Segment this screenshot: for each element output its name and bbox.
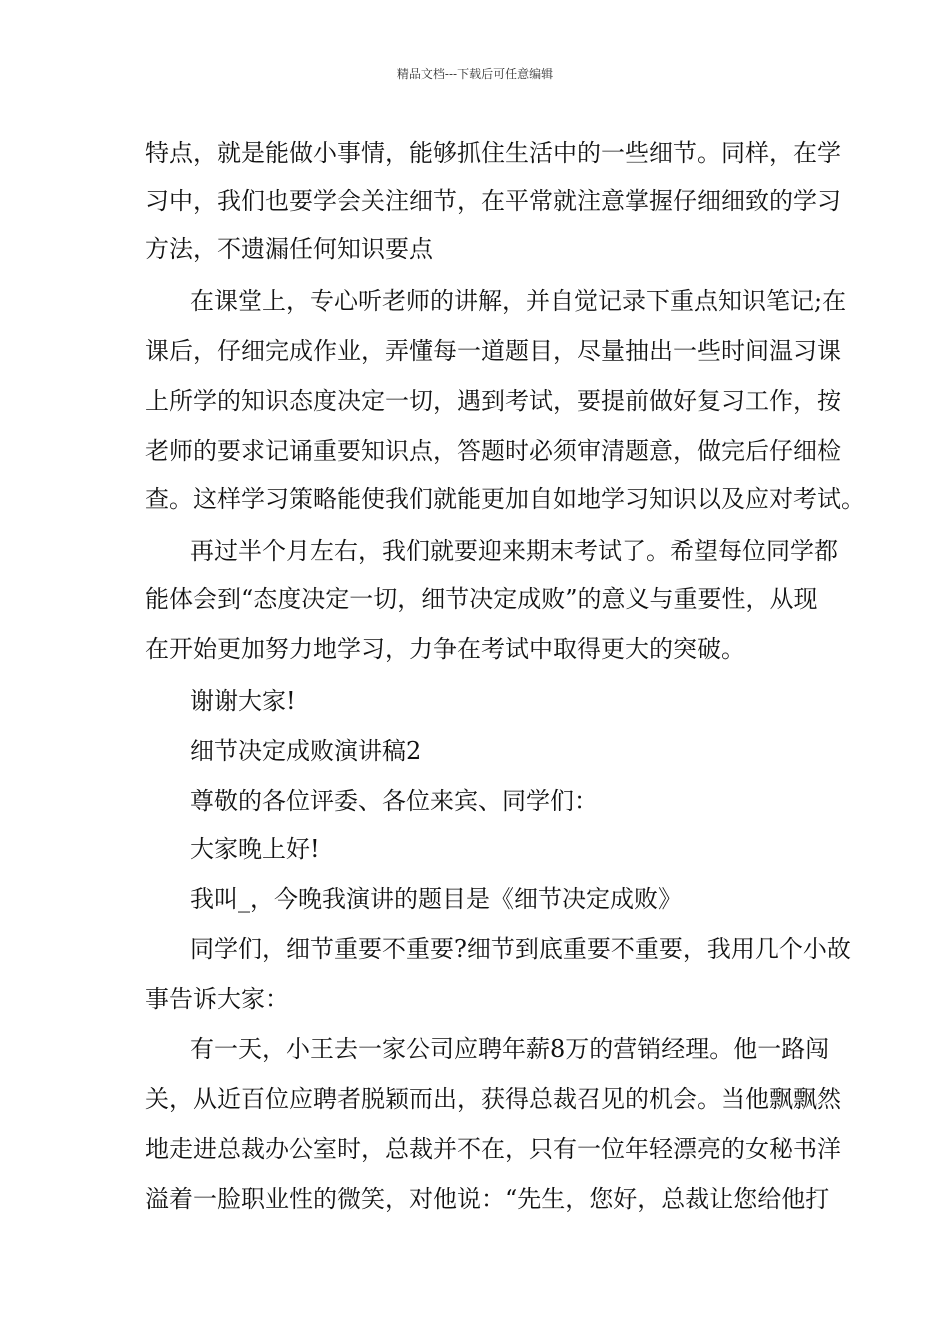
- text-line: 关，从近百位应聘者脱颖而出，获得总裁召见的机会。当他飘飘然: [145, 1085, 841, 1113]
- text-line: 同学们，细节重要不重要?细节到底重要不重要，我用几个小故: [190, 935, 851, 963]
- text-line: 在开始更加努力地学习，力争在考试中取得更大的突破。: [145, 635, 745, 663]
- page-header: 精品文档---下载后可任意编辑: [396, 67, 554, 81]
- text-line: 有一天，小王去一家公司应聘年薪8万的营销经理。他一路闯: [190, 1035, 830, 1063]
- text-line: 尊敬的各位评委、各位来宾、同学们：: [190, 787, 598, 815]
- text-line: 在课堂上，专心听老师的讲解，并自觉记录下重点知识笔记;在: [190, 287, 847, 315]
- text-line: 上所学的知识态度决定一切，遇到考试，要提前做好复习工作，按: [145, 387, 841, 415]
- text-line: 方法，不遗漏任何知识要点: [145, 235, 433, 263]
- text-line: 大家晚上好!: [190, 835, 320, 863]
- text-line: 查。这样学习策略能使我们就能更加自如地学习知识以及应对考试。: [145, 485, 865, 513]
- text-line: 事告诉大家：: [145, 985, 289, 1013]
- text-line: 课后，仔细完成作业，弄懂每一道题目，尽量抽出一些时间温习课: [145, 337, 841, 365]
- text-line: 地走进总裁办公室时，总裁并不在，只有一位年轻漂亮的女秘书洋: [145, 1135, 841, 1163]
- text-line: 细节决定成败演讲稿2: [190, 737, 422, 765]
- text-line: 谢谢大家!: [190, 687, 296, 715]
- text-line: 老师的要求记诵重要知识点，答题时必须审清题意，做完后仔细检: [145, 437, 841, 465]
- text-line: 我叫_，今晚我演讲的题目是《细节决定成败》: [190, 885, 682, 913]
- text-line: 能体会到“态度决定一切，细节决定成败”的意义与重要性，从现: [145, 585, 818, 613]
- text-line: 习中，我们也要学会关注细节，在平常就注意掌握仔细细致的学习: [145, 187, 841, 215]
- text-line: 溢着一脸职业性的微笑，对他说：“先生，您好，总裁让您给他打: [145, 1185, 830, 1213]
- text-line: 再过半个月左右，我们就要迎来期末考试了。希望每位同学都: [190, 537, 838, 565]
- text-line: 特点，就是能做小事情，能够抓住生活中的一些细节。同样，在学: [145, 139, 841, 167]
